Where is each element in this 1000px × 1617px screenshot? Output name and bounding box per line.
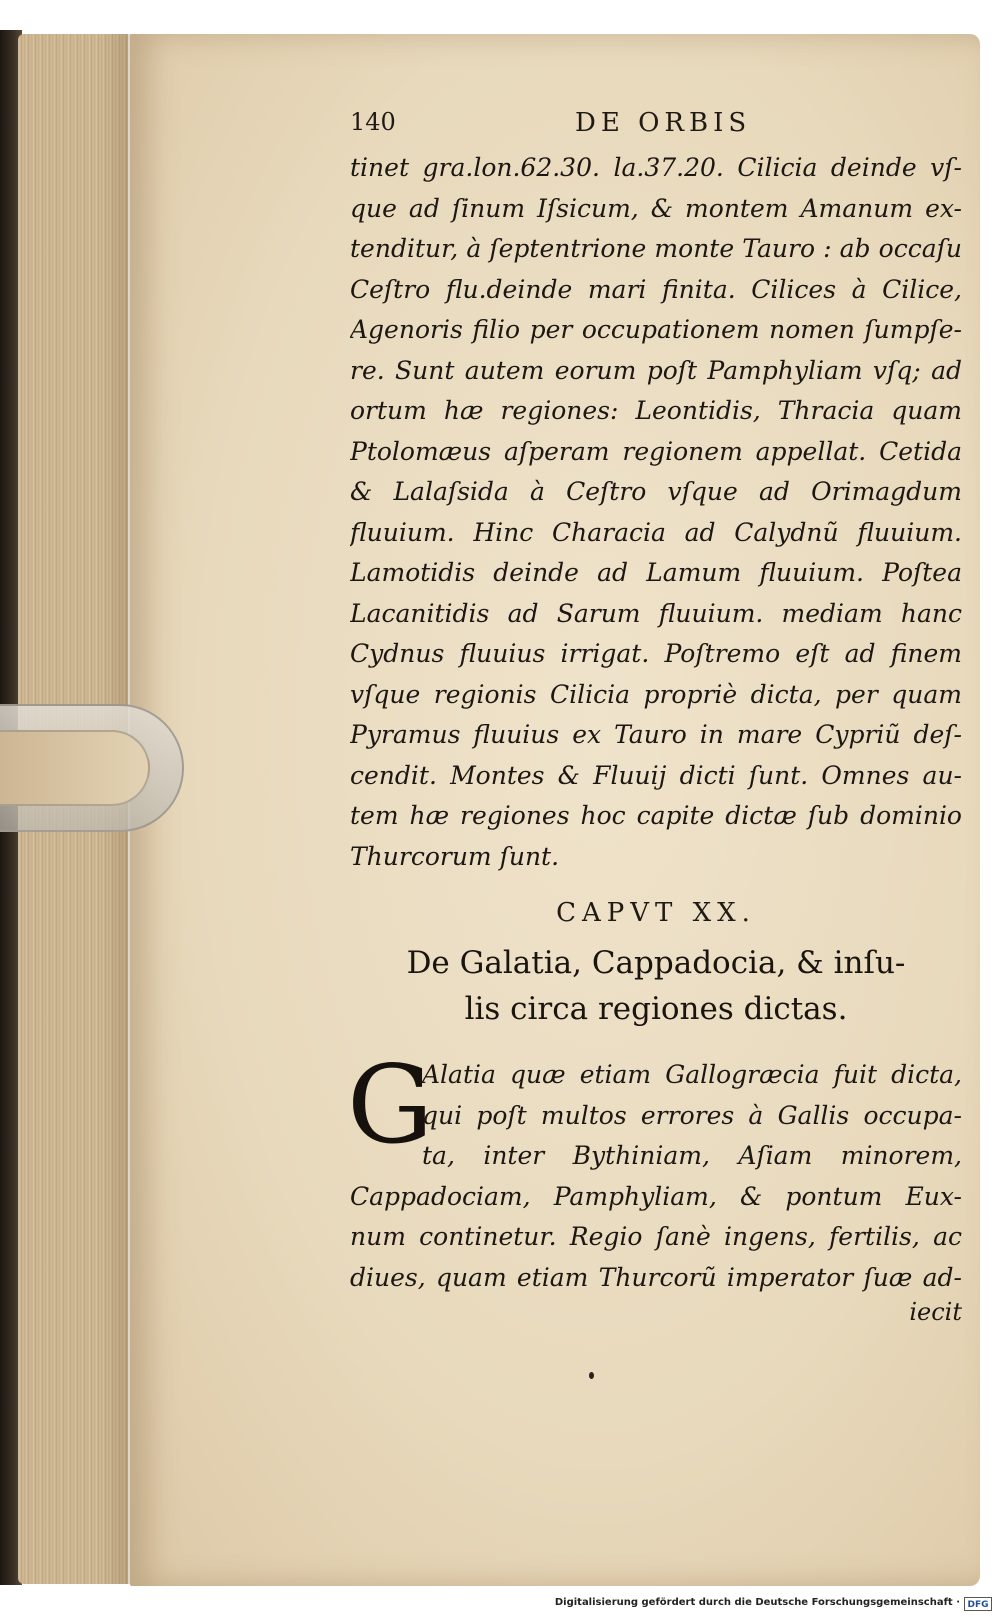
text-line: tenditur, à ſeptentrione monte Tauro : ab occaſu (350, 234, 962, 263)
text-line: que ad ſinum Iſsicum, & montem Amanum ex- (350, 193, 962, 223)
catchword: iecit (909, 1298, 962, 1326)
text-line: re. Sunt autem eorum poſt Pamphyliam vſq; ad (350, 355, 962, 385)
page-clip-inner (0, 730, 150, 806)
text-line: & Lalaſsida à Ceſtro vſque ad Orimagdum (350, 477, 962, 506)
footer-credit: Digitalisierung gefördert durch die Deutsche Forschungsgemeinschaft · (554, 1597, 960, 1608)
text-line: Cappadociam, Pamphyliam, & pontum Eux- (350, 1181, 962, 1211)
text-line: vſque regionis Cilicia propriè dicta, per quam (350, 679, 962, 709)
text-block-2 (350, 1055, 962, 1298)
text-line: Cydnus fluuius irrigat. Poſtremo eſt ad finem (350, 639, 962, 668)
drop-cap: G (347, 1043, 434, 1168)
dfg-logo: DFG (964, 1597, 992, 1611)
text-line: tem hæ regiones hoc capite dictæ ſub dominio (350, 801, 962, 830)
chapter-label: CAPVT XX. (556, 898, 756, 928)
text-line: Ceſtro flu.deinde mari finita. Cilices à Cilice, (350, 274, 962, 304)
text-line: Pyramus fluuius ex Tauro in mare Cypriũ deſ- (350, 720, 962, 749)
chapter-title-line: De Galatia, Cappadocia, & inſu- (406, 945, 906, 981)
text-line: Lamotidis deinde ad Lamum fluuium. Poſtea (350, 558, 962, 587)
text-line: qui poſt multos errores à Gallis occupa- (422, 1100, 962, 1130)
text-line: num continetur. Regio ſanè ingens, fertilis, ac (350, 1222, 962, 1251)
text-line: Thurcorum ſunt. (350, 841, 560, 871)
text-line: ortum hæ regiones: Leontidis, Thracia quam (350, 396, 962, 425)
chapter-title-line: lis circa regiones dictas. (464, 991, 848, 1027)
text-line: ta, inter Bythiniam, Aſiam minorem, (422, 1141, 962, 1170)
text-line: Ptolomæus aſperam regionem appellat. Cetida (350, 436, 962, 466)
running-title: DE ORBIS (575, 108, 752, 138)
chapter-title (350, 940, 962, 1032)
text-line: diues, quam etiam Thurcorũ imperator ſuæ ad- (350, 1262, 962, 1292)
footer-bar (0, 1595, 1000, 1617)
text-line: tinet gra.lon.62.30. la.37.20. Cilicia deinde vſ- (350, 153, 962, 182)
page-number: 140 (350, 108, 396, 136)
ink-dot (589, 1372, 594, 1379)
running-head (350, 108, 970, 142)
text-line: fluuium. Hinc Characia ad Calydnũ fluuium. (350, 517, 962, 547)
text-line: cendit. Montes & Fluuij dicti ſunt. Omnes au- (350, 760, 962, 790)
text-line: Alatia quæ etiam Gallogræcia fuit dicta, (422, 1060, 962, 1089)
text-line: Agenoris filio per occupationem nomen ſumpſe- (350, 315, 962, 344)
text-line: Lacanitidis ad Sarum fluuium. mediam hanc (350, 598, 962, 628)
text-block-1 (350, 148, 962, 877)
